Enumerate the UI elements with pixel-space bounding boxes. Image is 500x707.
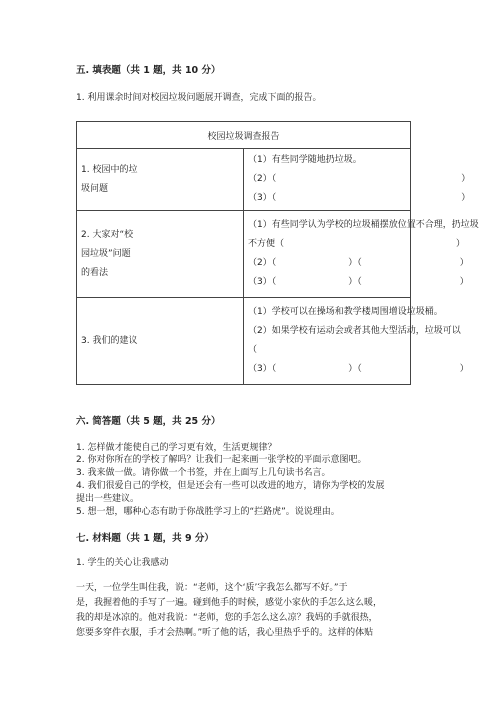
row-label-garbage-problems (77, 149, 244, 211)
section-6-question-2: 2. 你对你所在的学校了解吗？让我们一起来画一张学校的平面示意图吧。 (76, 455, 367, 465)
section-6-question-4: 4. 我们很爱自己的学校，但是还会有一些可以改进的地方，请你为学校的发展 (76, 481, 385, 491)
material-paragraph-line: 是，我握着他的手写了一遍。碰到他手的时候，感觉小家伙的手怎么这么暖， (76, 598, 383, 608)
row-label-suggestions: 3. 我们的建议 (77, 298, 244, 385)
table-row (77, 211, 411, 298)
report-table-header: 校园垃圾调查报告 (77, 122, 411, 149)
section-5-question-1: 1. 利用课余时间对校园垃圾问题展开调查，完成下面的报告。 (76, 93, 322, 103)
section-6-title: 六. 简答题（共 5 题，共 25 分） (76, 416, 221, 427)
row-content-suggestions (244, 298, 469, 385)
section-5-title: 五. 填表题（共 1 题，共 10 分） (76, 65, 221, 76)
answer-line: （1）有些同学认为学校的垃圾桶摆放位置不合理，扔垃圾 (248, 220, 479, 230)
section-6-question-3: 3. 我来做一做。请你做一个书签，并在上面写上几句读书名言。 (76, 468, 331, 478)
answer-blank-line: （3）（ ）（ ） (248, 277, 469, 287)
answer-blank-line: （2）（ ） (248, 174, 471, 184)
answer-blank-line: （ (248, 345, 258, 355)
row-label-text: 园垃圾”问题 (81, 248, 131, 259)
row-label-text: 1. 校园中的垃 (81, 164, 138, 175)
row-content-opinions (244, 211, 479, 298)
section-6-question-1: 1. 怎样做才能使自己的学习更有效，生活更规律？ (76, 443, 277, 453)
answer-blank-line: 不方便（ ） (248, 239, 466, 249)
survey-report-table (76, 121, 479, 385)
table-row (77, 298, 411, 385)
section-6-question-4-cont: 提出一些建议。 (76, 494, 140, 504)
table-row (77, 149, 411, 211)
row-label-text: 2. 大家对“校 (81, 229, 134, 240)
material-paragraph-line: 一天，一位学生叫住我，说：“老师，这个‘质’字我怎么都写不好。”于 (76, 583, 348, 593)
answer-blank-line: （3）（ ）（ ） (248, 364, 469, 374)
section-7-question-1: 1. 学生的关心让我感动 (76, 558, 169, 568)
material-paragraph-line: 我的却是冰凉的。他对我说：“老师，您的手怎么这么凉？我妈的手就很热， (76, 613, 378, 623)
row-label-text: 圾问题 (81, 183, 109, 194)
answer-line: （1）学校可以在操场和教学楼周围增设垃圾桶。 (248, 307, 443, 317)
section-6-question-5: 5. 想一想，哪种心态有助于你战胜学习上的“拦路虎”。说说理由。 (76, 507, 340, 517)
answer-line: （2）如果学校有运动会或者其他大型活动，垃圾可以 (248, 326, 461, 336)
answer-blank-line: （2）（ ）（ ） (248, 258, 469, 268)
answer-blank-line: （3）（ ） (248, 193, 471, 203)
answer-line: （1）有些同学随地扔垃圾。 (248, 155, 362, 165)
section-7-title: 七. 材料题（共 1 题，共 9 分） (76, 533, 214, 544)
row-label-text: 的看法 (81, 267, 109, 278)
row-label-opinions (77, 211, 244, 298)
row-content-garbage-problems (244, 149, 471, 211)
material-paragraph-line: 您要多穿件衣服，手才会热啊。”听了他的话，我心里热乎乎的。这样的体贴 (76, 628, 374, 638)
